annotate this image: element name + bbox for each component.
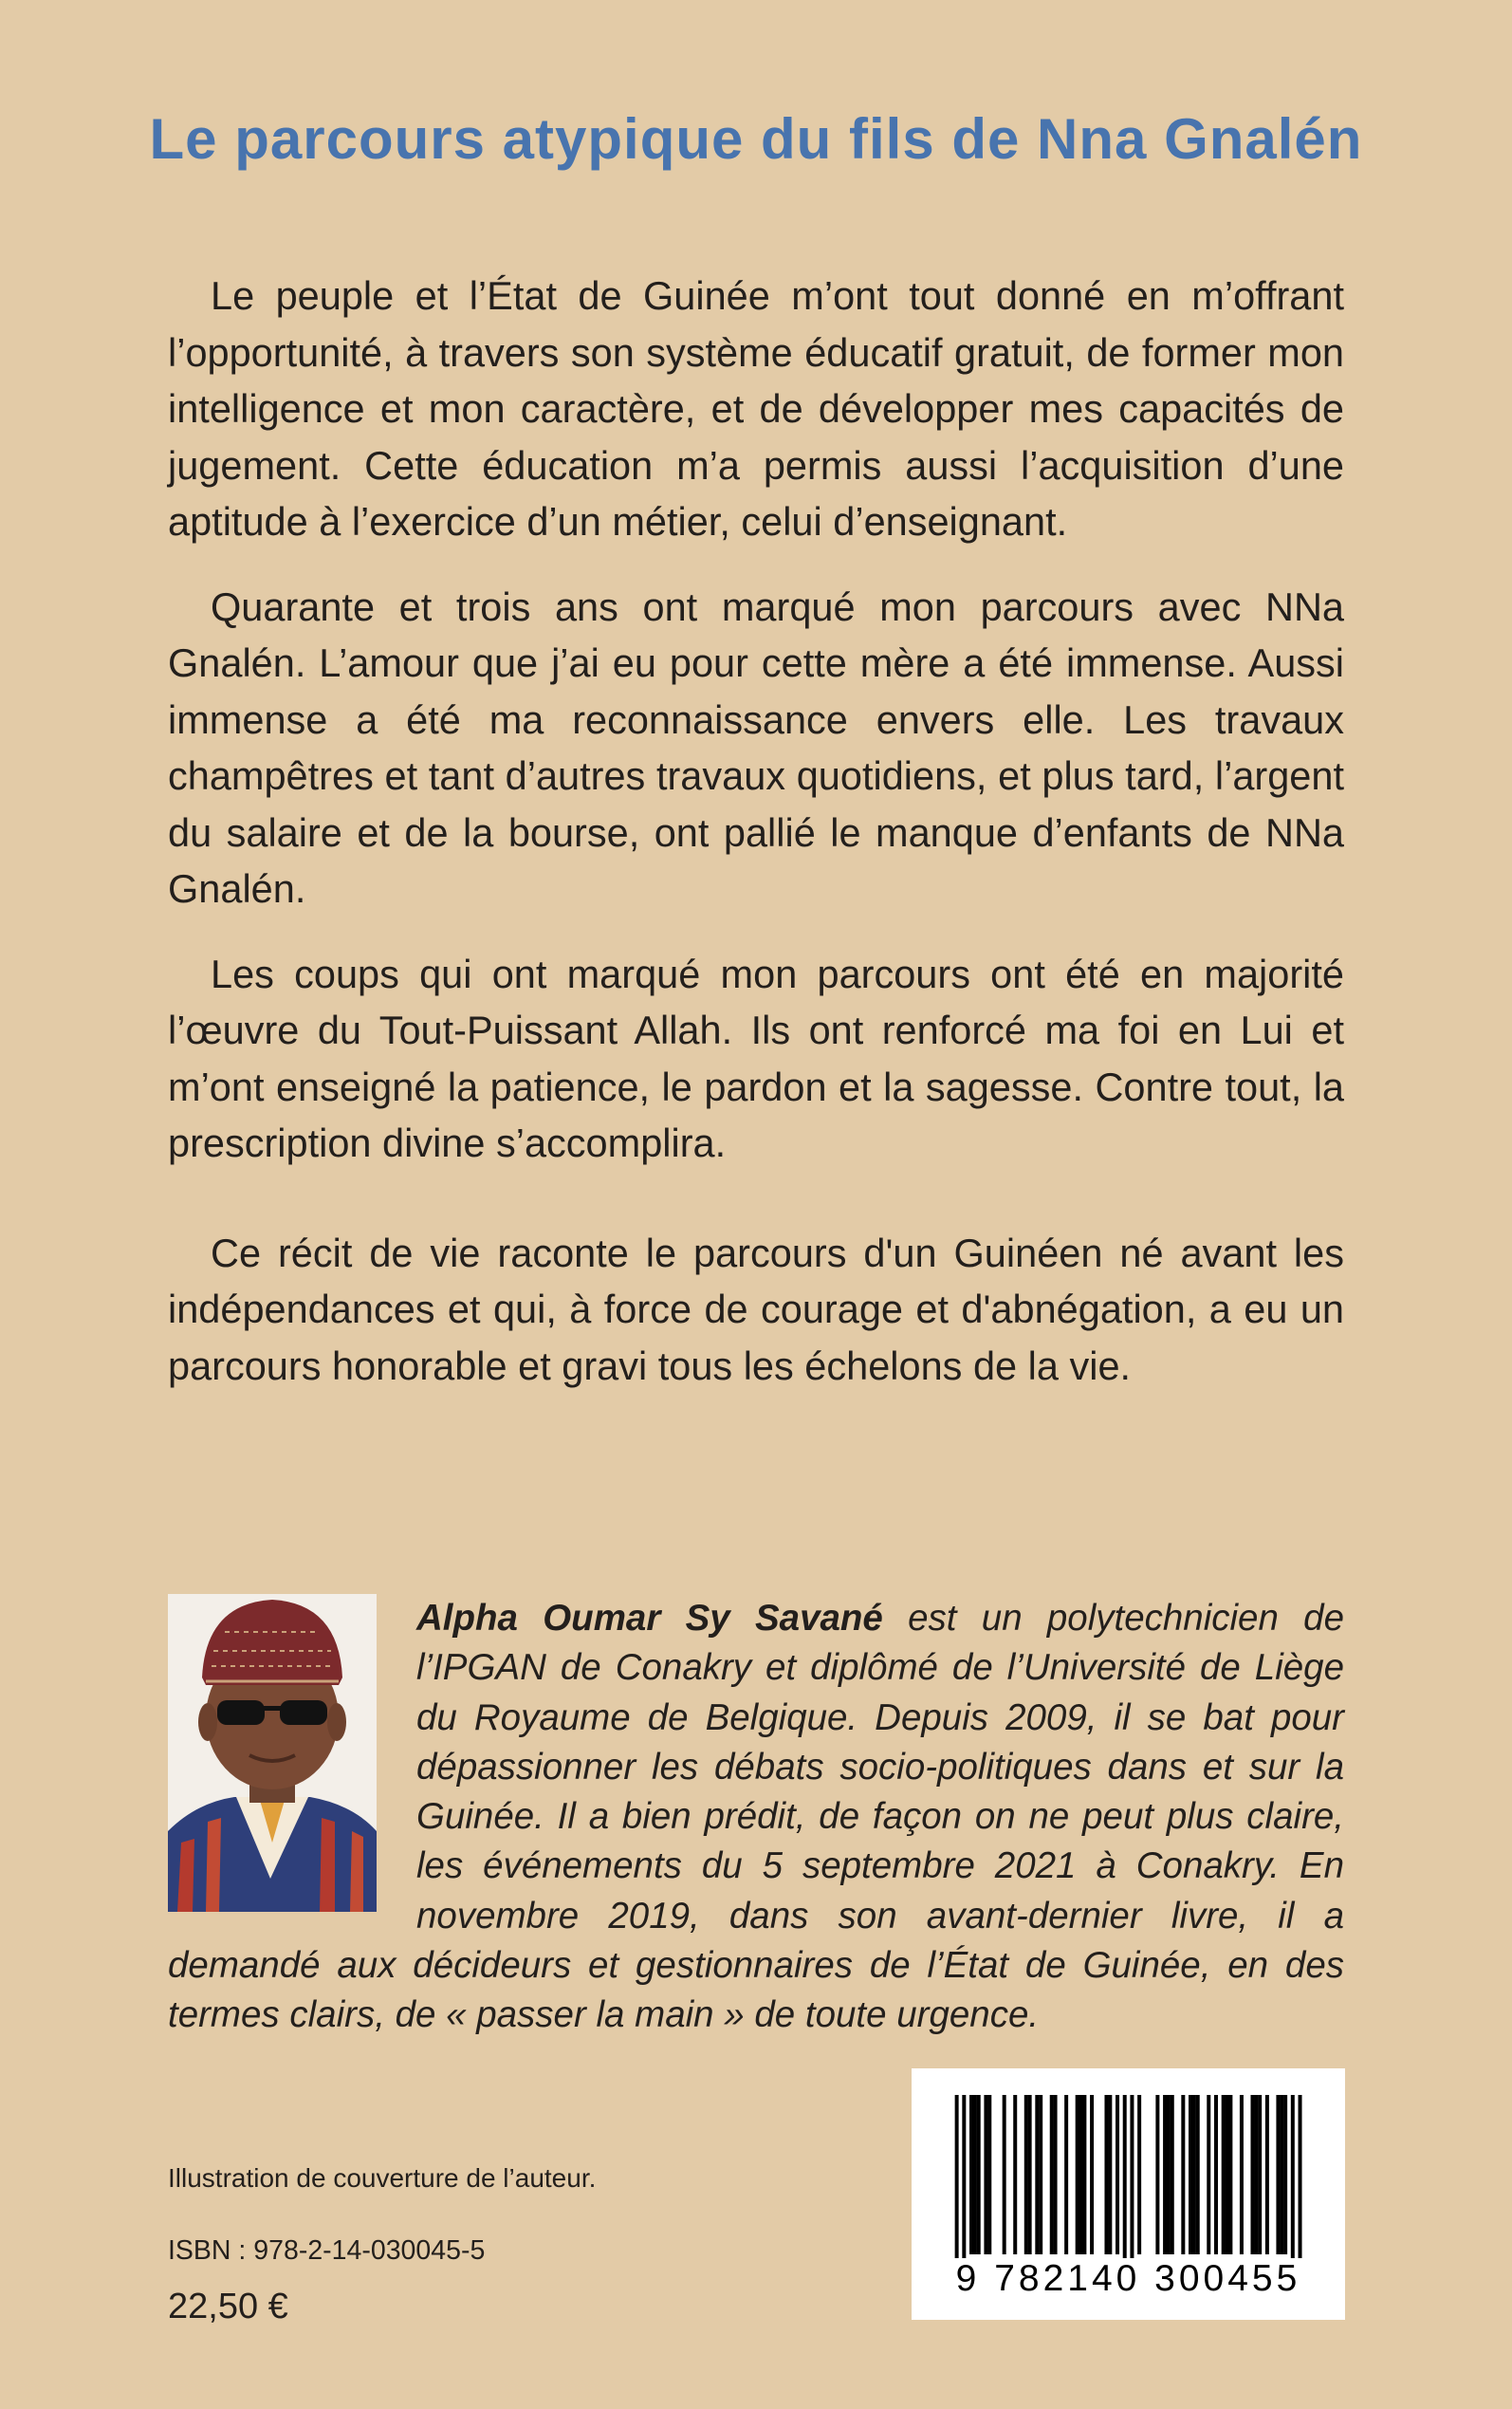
- barcode: [912, 2068, 1345, 2320]
- isbn: ISBN : 978-2-14-030045-5: [168, 2235, 486, 2266]
- summary-paragraph: Le peuple et l’État de Guinée m’ont tout donné en m’offrant l’opportunité, à travers son système éducatif gratuit, de former mon intelligence et mon caractère, et de développer mes capacités de jugement. Cette éducation m’a permis aussi l’acquisition d’une aptitude à l’exercice d’un métier, celui d’enseignant.: [168, 273, 1344, 544]
- barcode-bar: [1265, 2095, 1269, 2254]
- barcode-bar: [1039, 2095, 1042, 2254]
- barcode-bar: [1054, 2095, 1058, 2254]
- barcode-bar: [969, 2095, 973, 2254]
- barcode-bar: [1163, 2095, 1167, 2254]
- barcode-bar: [1254, 2095, 1258, 2254]
- barcode-bar: [1258, 2095, 1262, 2254]
- barcode-bar: [1104, 2095, 1108, 2254]
- barcode-bar: [987, 2095, 991, 2254]
- barcode-bar: [1090, 2095, 1094, 2254]
- barcode-bar: [1280, 2095, 1283, 2254]
- barcode-bar: [1013, 2095, 1017, 2254]
- barcode-bar: [1024, 2095, 1028, 2254]
- barcode-bar: [1207, 2095, 1210, 2254]
- barcode-bar: [1196, 2095, 1200, 2254]
- author-bio: est un polytechnicien de l’IPGAN de Conakry et diplômé de l’Université de Liège du Royaume de Belgique. Depuis 2009, il se bat pour dépassionner les débats socio-politiques dans et sur la Guinée. Il a bien prédit, de façon on ne peut plus claire, les événements du 5 septembre 2021 à Conakry. En novembre 2019, dans son avant-dernier livre, il a demandé aux décideurs et gestionnaires de l’État de Guinée, en des termes clairs, de « passer la main » de toute urgence.: [168, 1598, 1344, 2036]
- barcode-digits: 9 782140 300455: [955, 2258, 1301, 2299]
- barcode-bar: [1283, 2095, 1287, 2254]
- summary-text: [168, 268, 1344, 1422]
- barcode-bar: [1028, 2095, 1032, 2254]
- barcode-bar: [1076, 2095, 1079, 2254]
- summary-paragraph: Quarante et trois ans ont marqué mon parcours avec NNa Gnalén. L’amour que j’ai eu pour cette mère a été immense. Aussi immense a été ma reconnaissance envers elle. Les travaux champêtres et tant d’autres travaux quotidiens, et plus tard, l’argent du salaire et de la bourse, ont pallié le manque d’enfants de NNa Gnalén.: [168, 584, 1344, 911]
- barcode-bar: [955, 2095, 959, 2258]
- cover-credit: Illustration de couverture de l’auteur.: [168, 2163, 597, 2193]
- summary-paragraph: Les coups qui ont marqué mon parcours ont été en majorité l’œuvre du Tout-Puissant Allah. Ils ont renforcé ma foi en Lui et m’ont enseigné la patience, le pardon et la sagesse. Contre tout, la prescription divine s’accomplira.: [168, 951, 1344, 1165]
- barcode-bar: [1064, 2095, 1068, 2254]
- barcode-bar: [1035, 2095, 1039, 2254]
- barcode-bar: [1250, 2095, 1254, 2254]
- price: 22,50 €: [168, 2287, 288, 2326]
- summary-paragraph: Ce récit de vie raconte le parcours d'un Guinéen né avant les indépendances et qui, à force de courage et d'abnégation, a eu un parcours honorable et gravi tous les échelons de la vie.: [168, 1230, 1344, 1388]
- barcode-bar: [1192, 2095, 1196, 2254]
- barcode-bar: [1079, 2095, 1083, 2254]
- barcode-bar: [1189, 2095, 1192, 2254]
- barcode-bar: [1050, 2095, 1054, 2254]
- barcode-bar: [1291, 2095, 1295, 2258]
- barcode-bar: [1171, 2095, 1174, 2254]
- barcode-bar: [1167, 2095, 1171, 2254]
- barcode-bar: [1299, 2095, 1302, 2258]
- barcode-bar: [1082, 2095, 1086, 2254]
- barcode-bar: [1276, 2095, 1280, 2254]
- barcode-bar: [984, 2095, 987, 2254]
- author-bio-block: [168, 1594, 1344, 2041]
- book-title: Le parcours atypique du fils de Nna Gnalén: [149, 107, 1363, 171]
- barcode-bar: [1222, 2095, 1226, 2254]
- barcode-bar: [962, 2095, 966, 2258]
- barcode-bar: [1155, 2095, 1159, 2254]
- barcode-bar: [1116, 2095, 1119, 2254]
- barcode-bar: [1214, 2095, 1218, 2254]
- barcode-bar: [973, 2095, 977, 2254]
- barcode-bar: [1240, 2095, 1244, 2254]
- barcode-bar: [1108, 2095, 1112, 2254]
- author-name: Alpha Oumar Sy Savané: [416, 1598, 883, 1639]
- barcode-bar: [1130, 2095, 1134, 2258]
- author-photo: [168, 1594, 377, 1912]
- barcode-bars: [912, 2068, 1345, 2258]
- barcode-bar: [977, 2095, 981, 2254]
- barcode-bar: [1228, 2095, 1232, 2254]
- barcode-bar: [1137, 2095, 1141, 2254]
- barcode-bar: [1123, 2095, 1127, 2258]
- barcode-bar: [1226, 2095, 1229, 2254]
- barcode-bar: [1181, 2095, 1185, 2254]
- barcode-bar: [1003, 2095, 1006, 2254]
